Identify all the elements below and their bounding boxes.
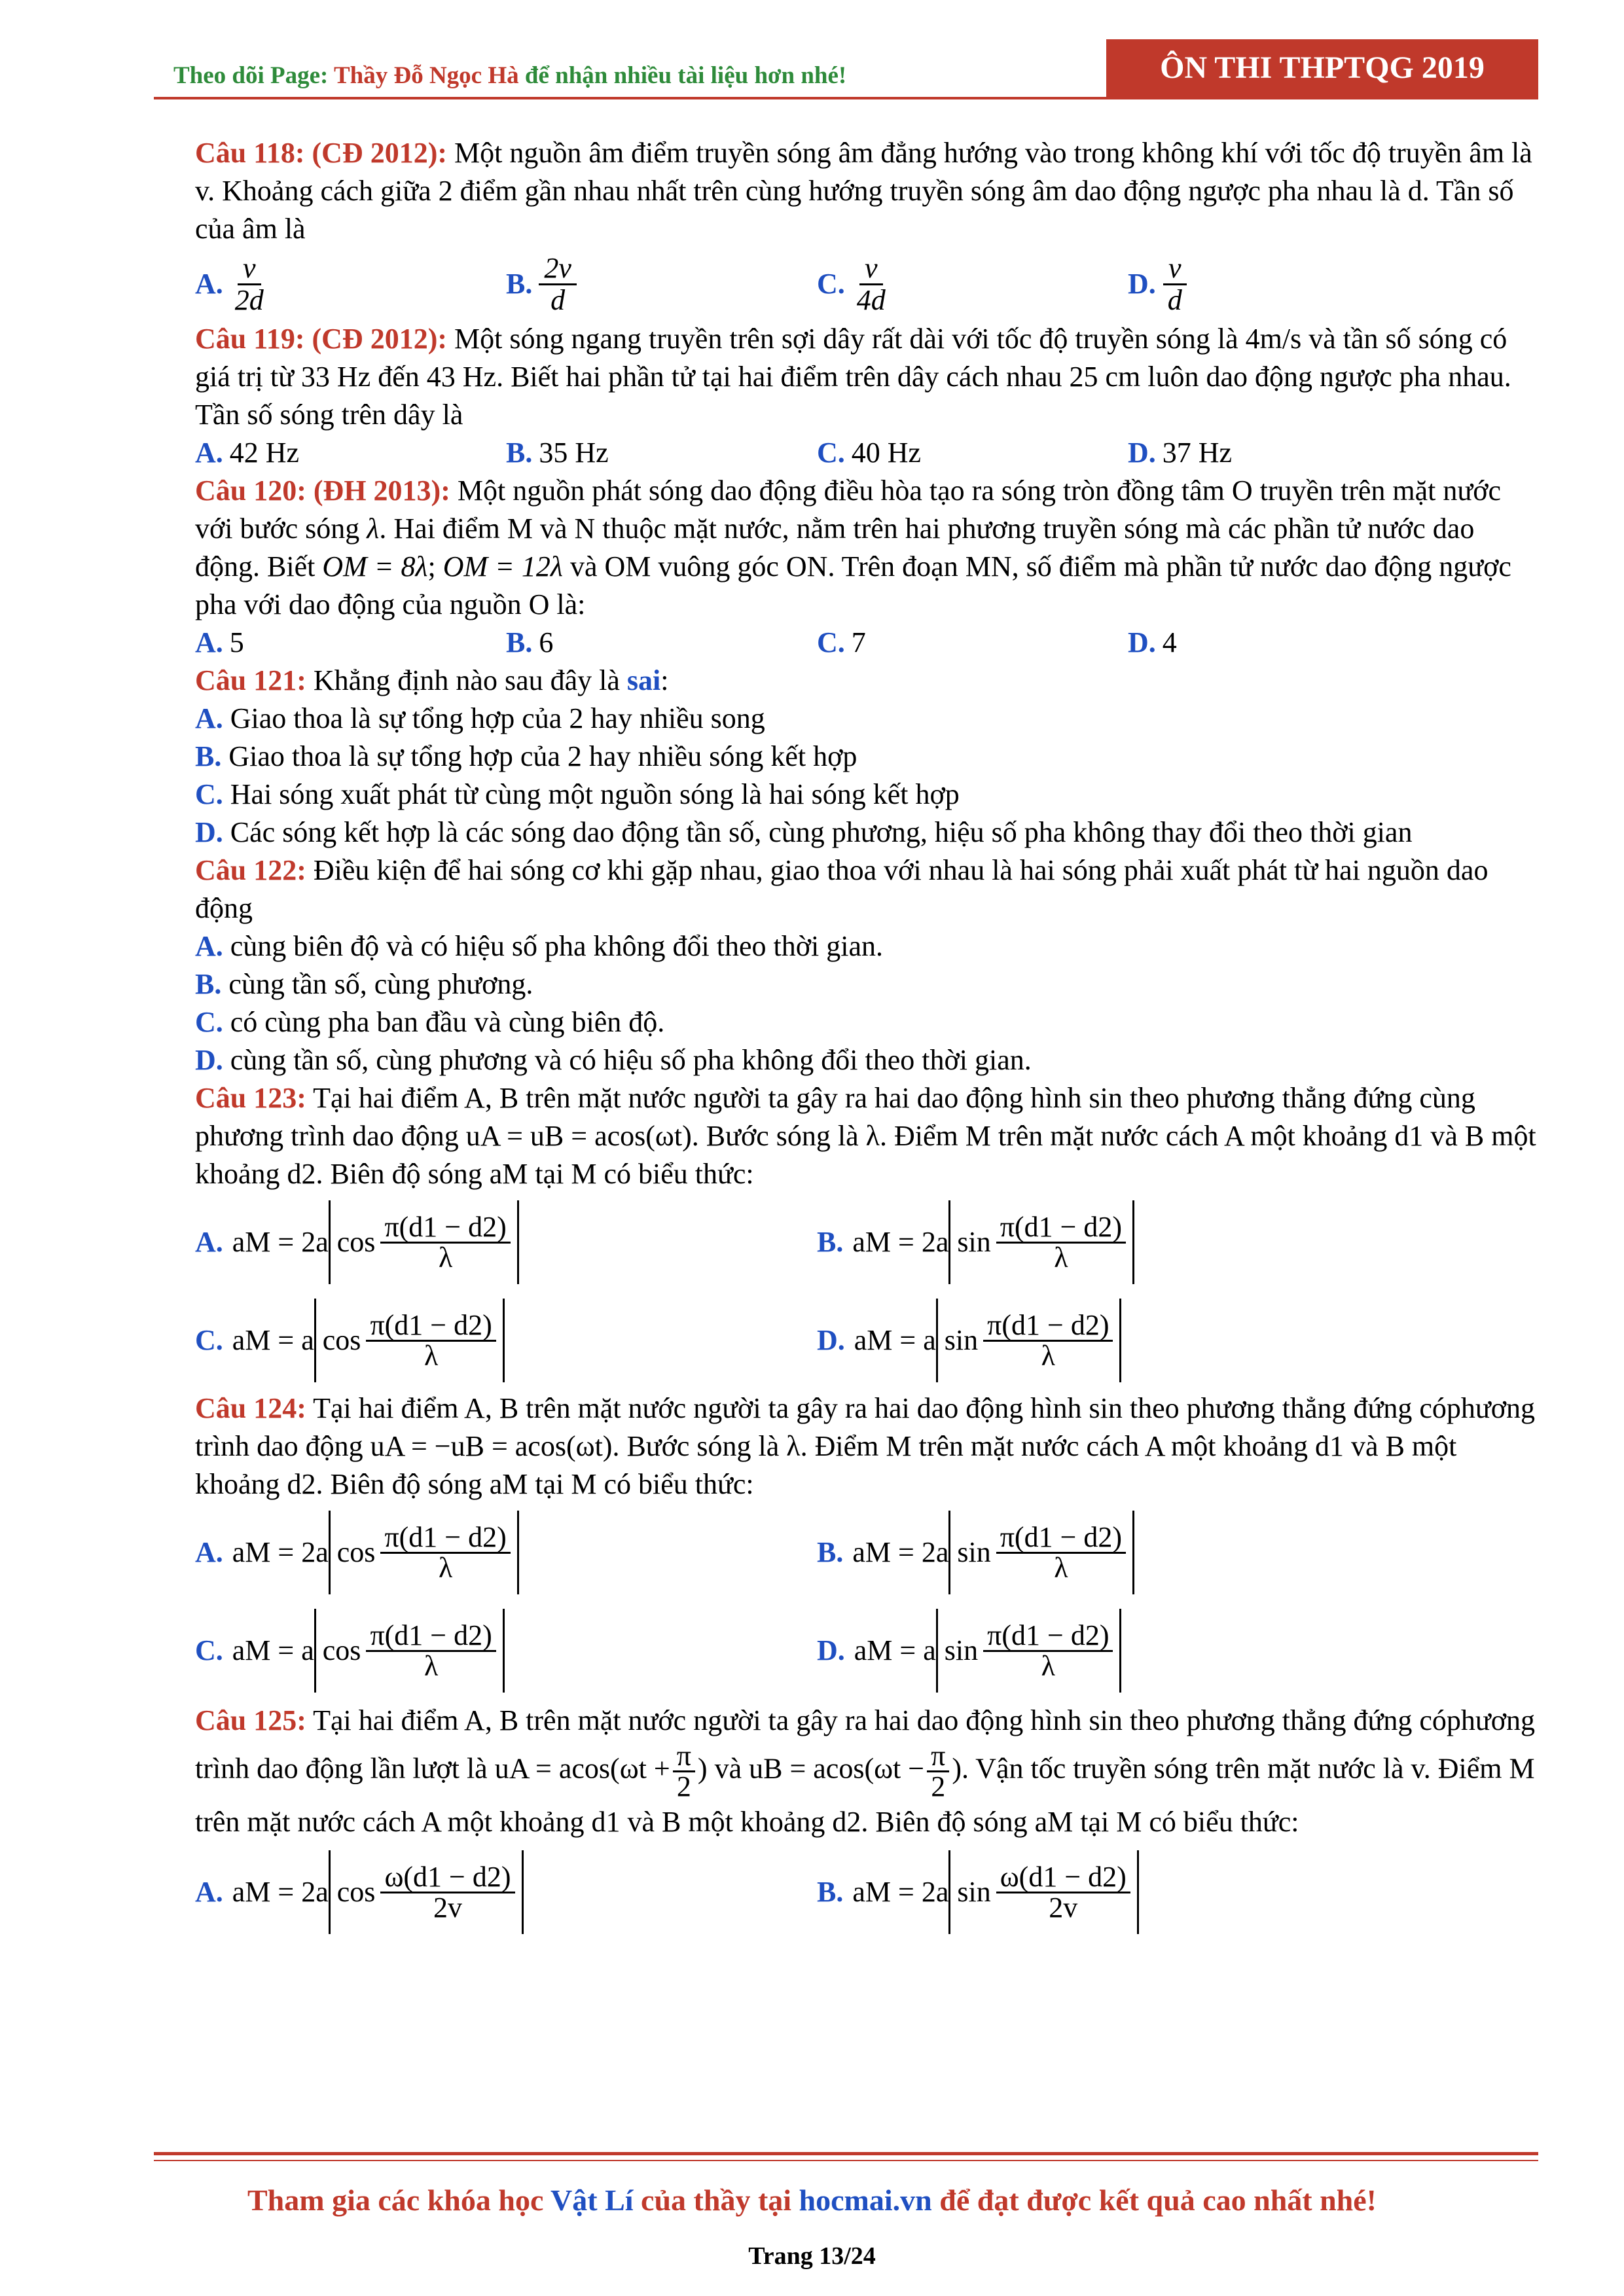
absolute-value: sin $\frac{\omega(d1 - d2)}{2v}$ [948,1850,1138,1934]
absolute-value: cos $\frac{\omega(d1 - d2)}{2v}$ [329,1850,524,1934]
question-118: Câu 118: (CĐ 2012): Một nguồn âm điểm truyền sóng âm đẳng hướng vào trong không khí với tốc độ truyền âm là v. Khoảng cách giữa 2 điểm gần nhau nhất trên cùng hướng truyền sóng âm dao động ngược pha nhau là d. Tần số của âm là [195,137,1532,245]
question-118-options [195,248,1543,320]
question-122: Câu 122: Điều kiện để hai sóng cơ khi gặp nhau, giao thoa với nhau là hai sóng phải xuất phát từ hai nguồn dao động [195,854,1489,924]
fraction: $\frac{\pi(d1 - d2)}{\lambda}$ [366,1311,496,1371]
option-b: B. Giao thoa là sự tổng hợp của 2 hay nhiều sóng kết hợp [195,740,857,772]
question-122-options [195,927,1543,1079]
fraction: $\frac{v}{d}$ [1163,253,1187,315]
fraction: $\frac{\pi(d1 - d2)}{\lambda}$ [983,1621,1113,1681]
option-b: B. aM = 2a sin $\frac{\omega(d1 - d2)}{2v}$ [817,1850,1439,1934]
option-b: B. 6 [506,626,554,658]
option-c: C. 40 Hz [817,437,922,469]
fraction: $\frac{\pi(d1 - d2)}{\lambda}$ [380,1523,510,1583]
option-d: D. $\frac{v}{d}$ [1128,248,1439,320]
formula: aM = 2a cos $\frac{\pi(d1 - d2)}{\lambda}$ [232,1200,519,1284]
option-b: B. 35 Hz [506,437,609,469]
absolute-value: sin $\frac{\pi(d1 - d2)}{\lambda}$ [948,1200,1134,1284]
footer-divider-thin [154,2160,1538,2161]
question-123: Câu 123: Tại hai điểm A, B trên mặt nước người ta gây ra hai dao động hình sin theo phương thẳng đứng cùng phương trình dao động uA = uB = acos(ωt). Bước sóng là λ. Điểm M trên mặt nước cách A một khoảng d1 và B một khoảng d2. Biên độ sóng aM tại M có biểu thức: [195,1082,1536,1190]
option-d: D. 37 Hz [1128,437,1233,469]
question-119: Câu 119: (CĐ 2012): Một sóng ngang truyền trên sợi dây rất dài với tốc độ truyền sóng là 4m/s và tần số sóng có giá trị từ 33 Hz đến 43 Hz. Biết hai phần tử tại hai điểm trên dây cách nhau 25 cm luôn dao động ngược pha nhau. Tần số sóng trên dây là [195,323,1511,431]
absolute-value: sin $\frac{\pi(d1 - d2)}{\lambda}$ [936,1609,1122,1693]
formula: aM = 2a cos $\frac{\omega(d1 - d2)}{2v}$ [232,1850,524,1934]
header-follow-text: Theo dõi Page: Thầy Đỗ Ngọc Hà để nhận nhiều tài liệu hơn nhé! [173,62,847,89]
option-a: A. aM = 2a cos $\frac{\pi(d1 - d2)}{\lambda}$ [195,1511,817,1594]
absolute-value: cos $\frac{\pi(d1 - d2)}{\lambda}$ [314,1299,505,1382]
option-c: C. aM = a cos $\frac{\pi(d1 - d2)}{\lambda}$ [195,1609,817,1693]
fraction: $\frac{v}{2d}$ [234,251,264,316]
fraction: $\frac{\pi}{2}$ [927,1742,949,1801]
fraction: $\frac{\pi(d1 - d2)}{\lambda}$ [380,1213,510,1272]
option-d: D. 4 [1128,626,1177,658]
option-a: A. $\frac{v}{2d}$ [195,248,506,320]
option-b: B. cùng tần số, cùng phương. [195,968,533,1000]
question-120-options [195,624,1543,662]
question-119-options [195,434,1543,472]
fraction: $\frac{\pi(d1 - d2)}{\lambda}$ [366,1621,496,1681]
page-number: Trang 13/24 [748,2242,876,2270]
option-c: C. có cùng pha ban đầu và cùng biên độ. [195,1006,665,1038]
footer-divider [154,2152,1538,2155]
question-125-options-row1 [195,1843,1543,1941]
option-c: C. $\frac{v}{4d}$ [817,248,1128,320]
header-teacher-name: Thầy Đỗ Ngọc Hà [333,62,519,89]
fraction: $\frac{\pi}{2}$ [673,1742,695,1801]
option-d: D. aM = a sin $\frac{\pi(d1 - d2)}{\lambda}$ [817,1609,1439,1693]
option-c: C. 7 [817,626,866,658]
formula: aM = a cos $\frac{\pi(d1 - d2)}{\lambda}$ [232,1299,505,1382]
question-content [195,134,1543,1941]
option-c: C. Hai sóng xuất phát từ cùng một nguồn sóng là hai sóng kết hợp [195,778,960,810]
absolute-value: cos $\frac{\pi(d1 - d2)}{\lambda}$ [329,1511,519,1594]
absolute-value: sin $\frac{\pi(d1 - d2)}{\lambda}$ [936,1299,1122,1382]
fraction: $\frac{\omega(d1 - d2)}{2v}$ [380,1863,514,1922]
option-b: B. aM = 2a sin $\frac{\pi(d1 - d2)}{\lambda}$ [817,1200,1439,1284]
footer-link[interactable]: hocmai.vn [799,2183,932,2217]
question-124-options-row1 [195,1503,1543,1602]
fraction: $\frac{\pi(d1 - d2)}{\lambda}$ [983,1311,1113,1371]
fraction: $\frac{v}{4d}$ [856,251,886,316]
formula: aM = 2a sin $\frac{\pi(d1 - d2)}{\lambda}$ [852,1511,1134,1594]
option-a: A. aM = 2a cos $\frac{\pi(d1 - d2)}{\lambda}$ [195,1200,817,1284]
absolute-value: sin $\frac{\pi(d1 - d2)}{\lambda}$ [948,1511,1134,1594]
question-123-options-row1 [195,1193,1543,1291]
formula: aM = 2a sin $\frac{\omega(d1 - d2)}{2v}$ [852,1850,1138,1934]
fraction: $\frac{\omega(d1 - d2)}{2v}$ [996,1863,1130,1922]
formula: aM = 2a cos $\frac{\pi(d1 - d2)}{\lambda}$ [232,1511,519,1594]
option-d: D. Các sóng kết hợp là các sóng dao động tần số, cùng phương, hiệu số pha không thay đổi theo thời gian [195,816,1413,848]
question-121: Câu 121: Khẳng định nào sau đây là sai: [195,664,669,696]
absolute-value: cos $\frac{\pi(d1 - d2)}{\lambda}$ [314,1609,505,1693]
formula: aM = a sin $\frac{\pi(d1 - d2)}{\lambda}$ [854,1609,1122,1693]
header-divider [154,97,1538,99]
header-exam-badge: ÔN THI THPTQG 2019 [1106,39,1538,97]
option-a: A. 5 [195,626,244,658]
fraction: $\frac{2v}{d}$ [539,253,577,315]
question-124: Câu 124: Tại hai điểm A, B trên mặt nước người ta gây ra hai dao động hình sin theo phương thẳng đứng cóphương trình dao động uA = −uB = acos(ωt). Bước sóng là λ. Điểm M trên mặt nước cách A một khoảng d1 và B một khoảng d2. Biên độ sóng aM tại M có biểu thức: [195,1392,1535,1500]
question-120: Câu 120: (ĐH 2013): Một nguồn phát sóng dao động điều hòa tạo ra sóng tròn đồng tâm O truyền trên mặt nước với bước sóng λ. Hai điểm M và N thuộc mặt nước, nằm trên hai phương truyền sóng mà các phần tử nước dao động. Biết OM = 8λ; OM = 12λ và OM vuông góc ON. Trên đoạn MN, số điểm mà phần tử nước dao động ngược pha với dao động của nguồn O là: [195,475,1511,620]
page-header [154,39,1538,101]
fraction: $\frac{\pi(d1 - d2)}{\lambda}$ [996,1213,1126,1272]
question-124-options-row2 [195,1602,1543,1700]
option-a: A. aM = 2a cos $\frac{\omega(d1 - d2)}{2v}$ [195,1850,817,1934]
option-d: D. aM = a sin $\frac{\pi(d1 - d2)}{\lambda}$ [817,1299,1439,1382]
option-a: A. cùng biên độ và có hiệu số pha không đổi theo thời gian. [195,930,883,962]
formula: aM = a cos $\frac{\pi(d1 - d2)}{\lambda}$ [232,1609,505,1693]
footer-promo: Tham gia các khóa học Vật Lí của thầy tại hocmai.vn để đạt được kết quả cao nhất nhé! [247,2183,1377,2217]
question-121-options [195,700,1543,852]
formula: aM = 2a sin $\frac{\pi(d1 - d2)}{\lambda}$ [852,1200,1134,1284]
option-a: A. Giao thoa là sự tổng hợp của 2 hay nhiều song [195,702,765,734]
absolute-value: cos $\frac{\pi(d1 - d2)}{\lambda}$ [329,1200,519,1284]
question-123-options-row2 [195,1291,1543,1390]
option-c: C. aM = a cos $\frac{\pi(d1 - d2)}{\lambda}$ [195,1299,817,1382]
option-d: D. cùng tần số, cùng phương và có hiệu số pha không đổi theo thời gian. [195,1044,1032,1076]
formula: aM = a sin $\frac{\pi(d1 - d2)}{\lambda}$ [854,1299,1122,1382]
option-a: A. 42 Hz [195,437,300,469]
option-b: B. aM = 2a sin $\frac{\pi(d1 - d2)}{\lambda}$ [817,1511,1439,1594]
fraction: $\frac{\pi(d1 - d2)}{\lambda}$ [996,1523,1126,1583]
question-125: Câu 125: Tại hai điểm A, B trên mặt nước người ta gây ra hai dao động hình sin theo phương thẳng đứng cóphương trình dao động lần lượt là uA = acos(ωt + $\frac{\pi}{2}$ ) và uB = acos(ωt − $\frac{\pi}{2}$ ). Vận tốc truyền sóng trên mặt nước là v. Điểm M trên mặt nước cách A một khoảng d1 và B một khoảng d2. Biên độ sóng aM tại M có biểu thức: [195,1704,1535,1838]
option-b: B. $\frac{2v}{d}$ [506,248,817,320]
